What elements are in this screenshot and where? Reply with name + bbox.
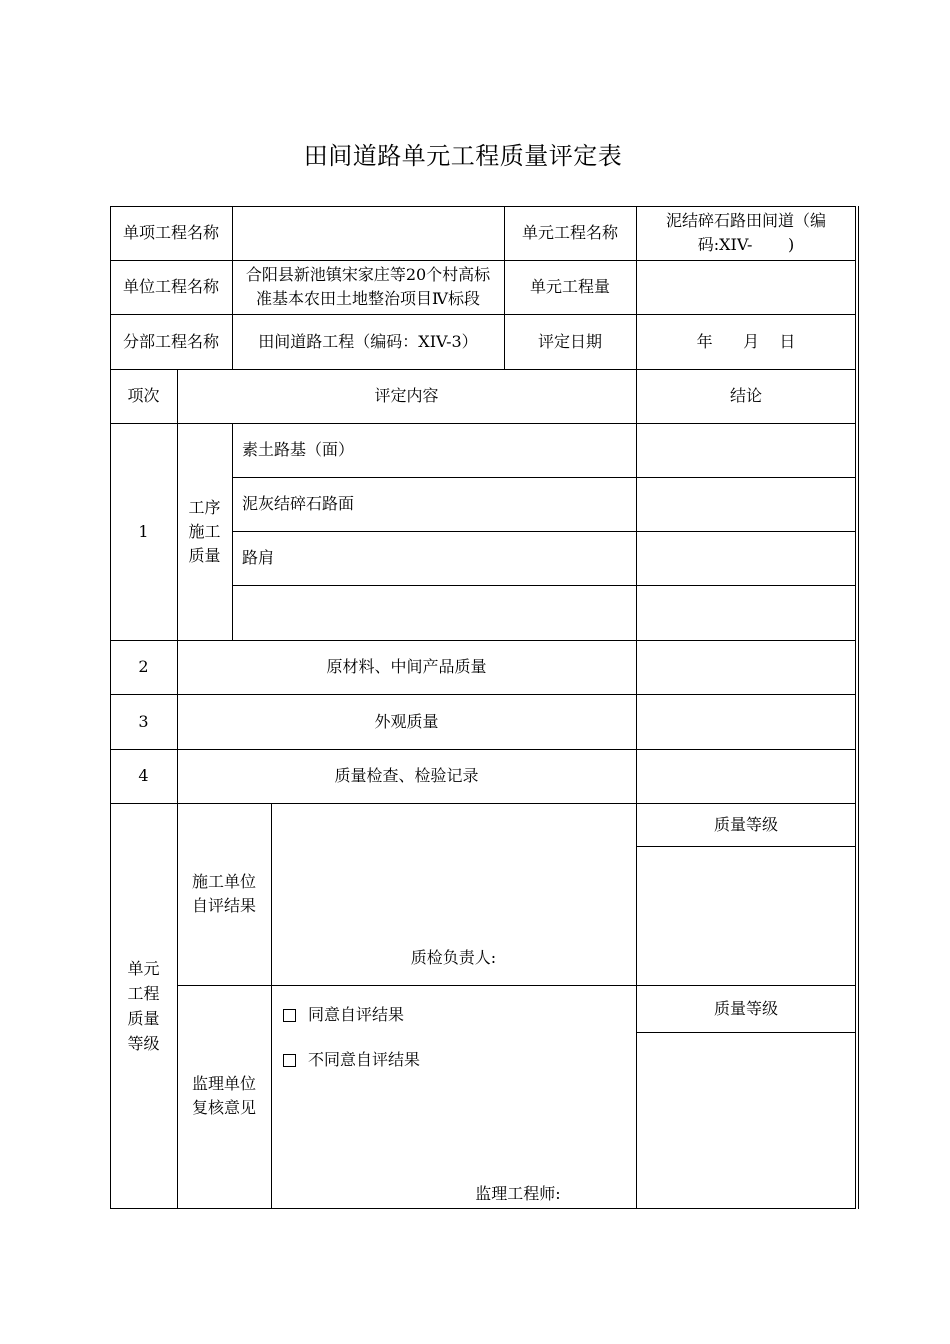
agree-label: 同意自评结果 [308, 1005, 405, 1024]
unit-work-name-label: 单位工程名称 [122, 277, 219, 296]
contractor-label-line: 施工单位 [191, 872, 256, 891]
row-3-number: 3 [138, 711, 149, 731]
row-1-group-line: 质量 [188, 545, 221, 565]
row-4-content: 质量检查、检验记录 [334, 766, 479, 785]
supervisor-label-line: 复核意见 [191, 1098, 256, 1117]
column-header-content: 评定内容 [374, 386, 439, 405]
contractor-label-line: 自评结果 [191, 896, 256, 915]
table-line [636, 1032, 856, 1033]
row-1-sub-item: 路肩 [242, 548, 275, 567]
evaluation-table [110, 206, 856, 1209]
row-2-content: 原材料、中间产品质量 [326, 657, 487, 676]
row-1-group-line: 工序 [188, 497, 221, 517]
unit-work-name-line: 合阳县新池镇宋家庄等20个村高标 [245, 265, 491, 284]
table-line [110, 1208, 856, 1209]
row-1-group-line: 施工 [188, 521, 221, 541]
row-3-content: 外观质量 [374, 711, 439, 731]
unit-quality-grade-label [110, 803, 177, 1209]
row-1-sub-item: 泥灰结碎石路面 [242, 494, 355, 513]
unit-work-name-value [232, 260, 504, 314]
unit-work-quantity-label: 单元工程量 [529, 277, 610, 296]
supervisor-quality-level-label: 质量等级 [713, 998, 778, 1018]
unit-work-quantity-value [636, 260, 856, 314]
item-project-name-value [232, 206, 504, 260]
contractor-signature: 质检负责人: [410, 948, 497, 967]
checkbox-icon[interactable] [283, 1054, 296, 1067]
unit-work-name-line: 准基本农田土地整治项目Ⅳ标段 [256, 289, 480, 308]
column-header-item: 项次 [127, 386, 160, 405]
agree-option[interactable] [283, 1003, 404, 1027]
table-line [636, 846, 856, 847]
column-header-conclusion: 结论 [729, 386, 762, 405]
eval-date-label: 评定日期 [537, 331, 602, 351]
division-name-value: 田间道路工程（编码：XIV-3） [258, 331, 478, 351]
grade-label-line: 工程 [127, 984, 160, 1003]
unit-project-name-line: 泥结碎石路田间道（编 [665, 211, 826, 230]
row-2-number: 2 [138, 657, 149, 676]
row-1-group-label [177, 423, 232, 640]
grade-label-line: 等级 [127, 1034, 160, 1053]
division-name-label: 分部工程名称 [122, 331, 219, 351]
table-line [858, 206, 859, 1209]
supervisor-signature: 监理工程师: [475, 1184, 561, 1203]
supervisor-review-label [177, 1066, 271, 1126]
item-project-name-label: 单项工程名称 [122, 223, 219, 242]
row-1-sub-item [232, 585, 636, 640]
grade-label-line: 单元 [127, 959, 160, 978]
contractor-quality-level-label: 质量等级 [713, 814, 778, 834]
contractor-self-eval-label [177, 803, 271, 985]
grade-label-line: 质量 [127, 1009, 160, 1028]
table-line [271, 803, 272, 1209]
unit-project-name-value [636, 206, 856, 260]
row-1-number: 1 [138, 521, 149, 541]
unit-project-name-label: 单元工程名称 [521, 223, 618, 242]
disagree-option[interactable] [283, 1048, 420, 1072]
disagree-label: 不同意自评结果 [308, 1050, 421, 1069]
unit-project-name-line: 码:XIV- ) [697, 235, 795, 254]
eval-date-value: 年 月 日 [696, 331, 796, 351]
supervisor-label-line: 监理单位 [191, 1074, 256, 1093]
row-4-number: 4 [138, 766, 149, 785]
row-1-sub-item: 素土路基（面） [242, 440, 355, 459]
checkbox-icon[interactable] [283, 1009, 296, 1022]
page-title: 田间道路单元工程质量评定表 [303, 142, 623, 170]
